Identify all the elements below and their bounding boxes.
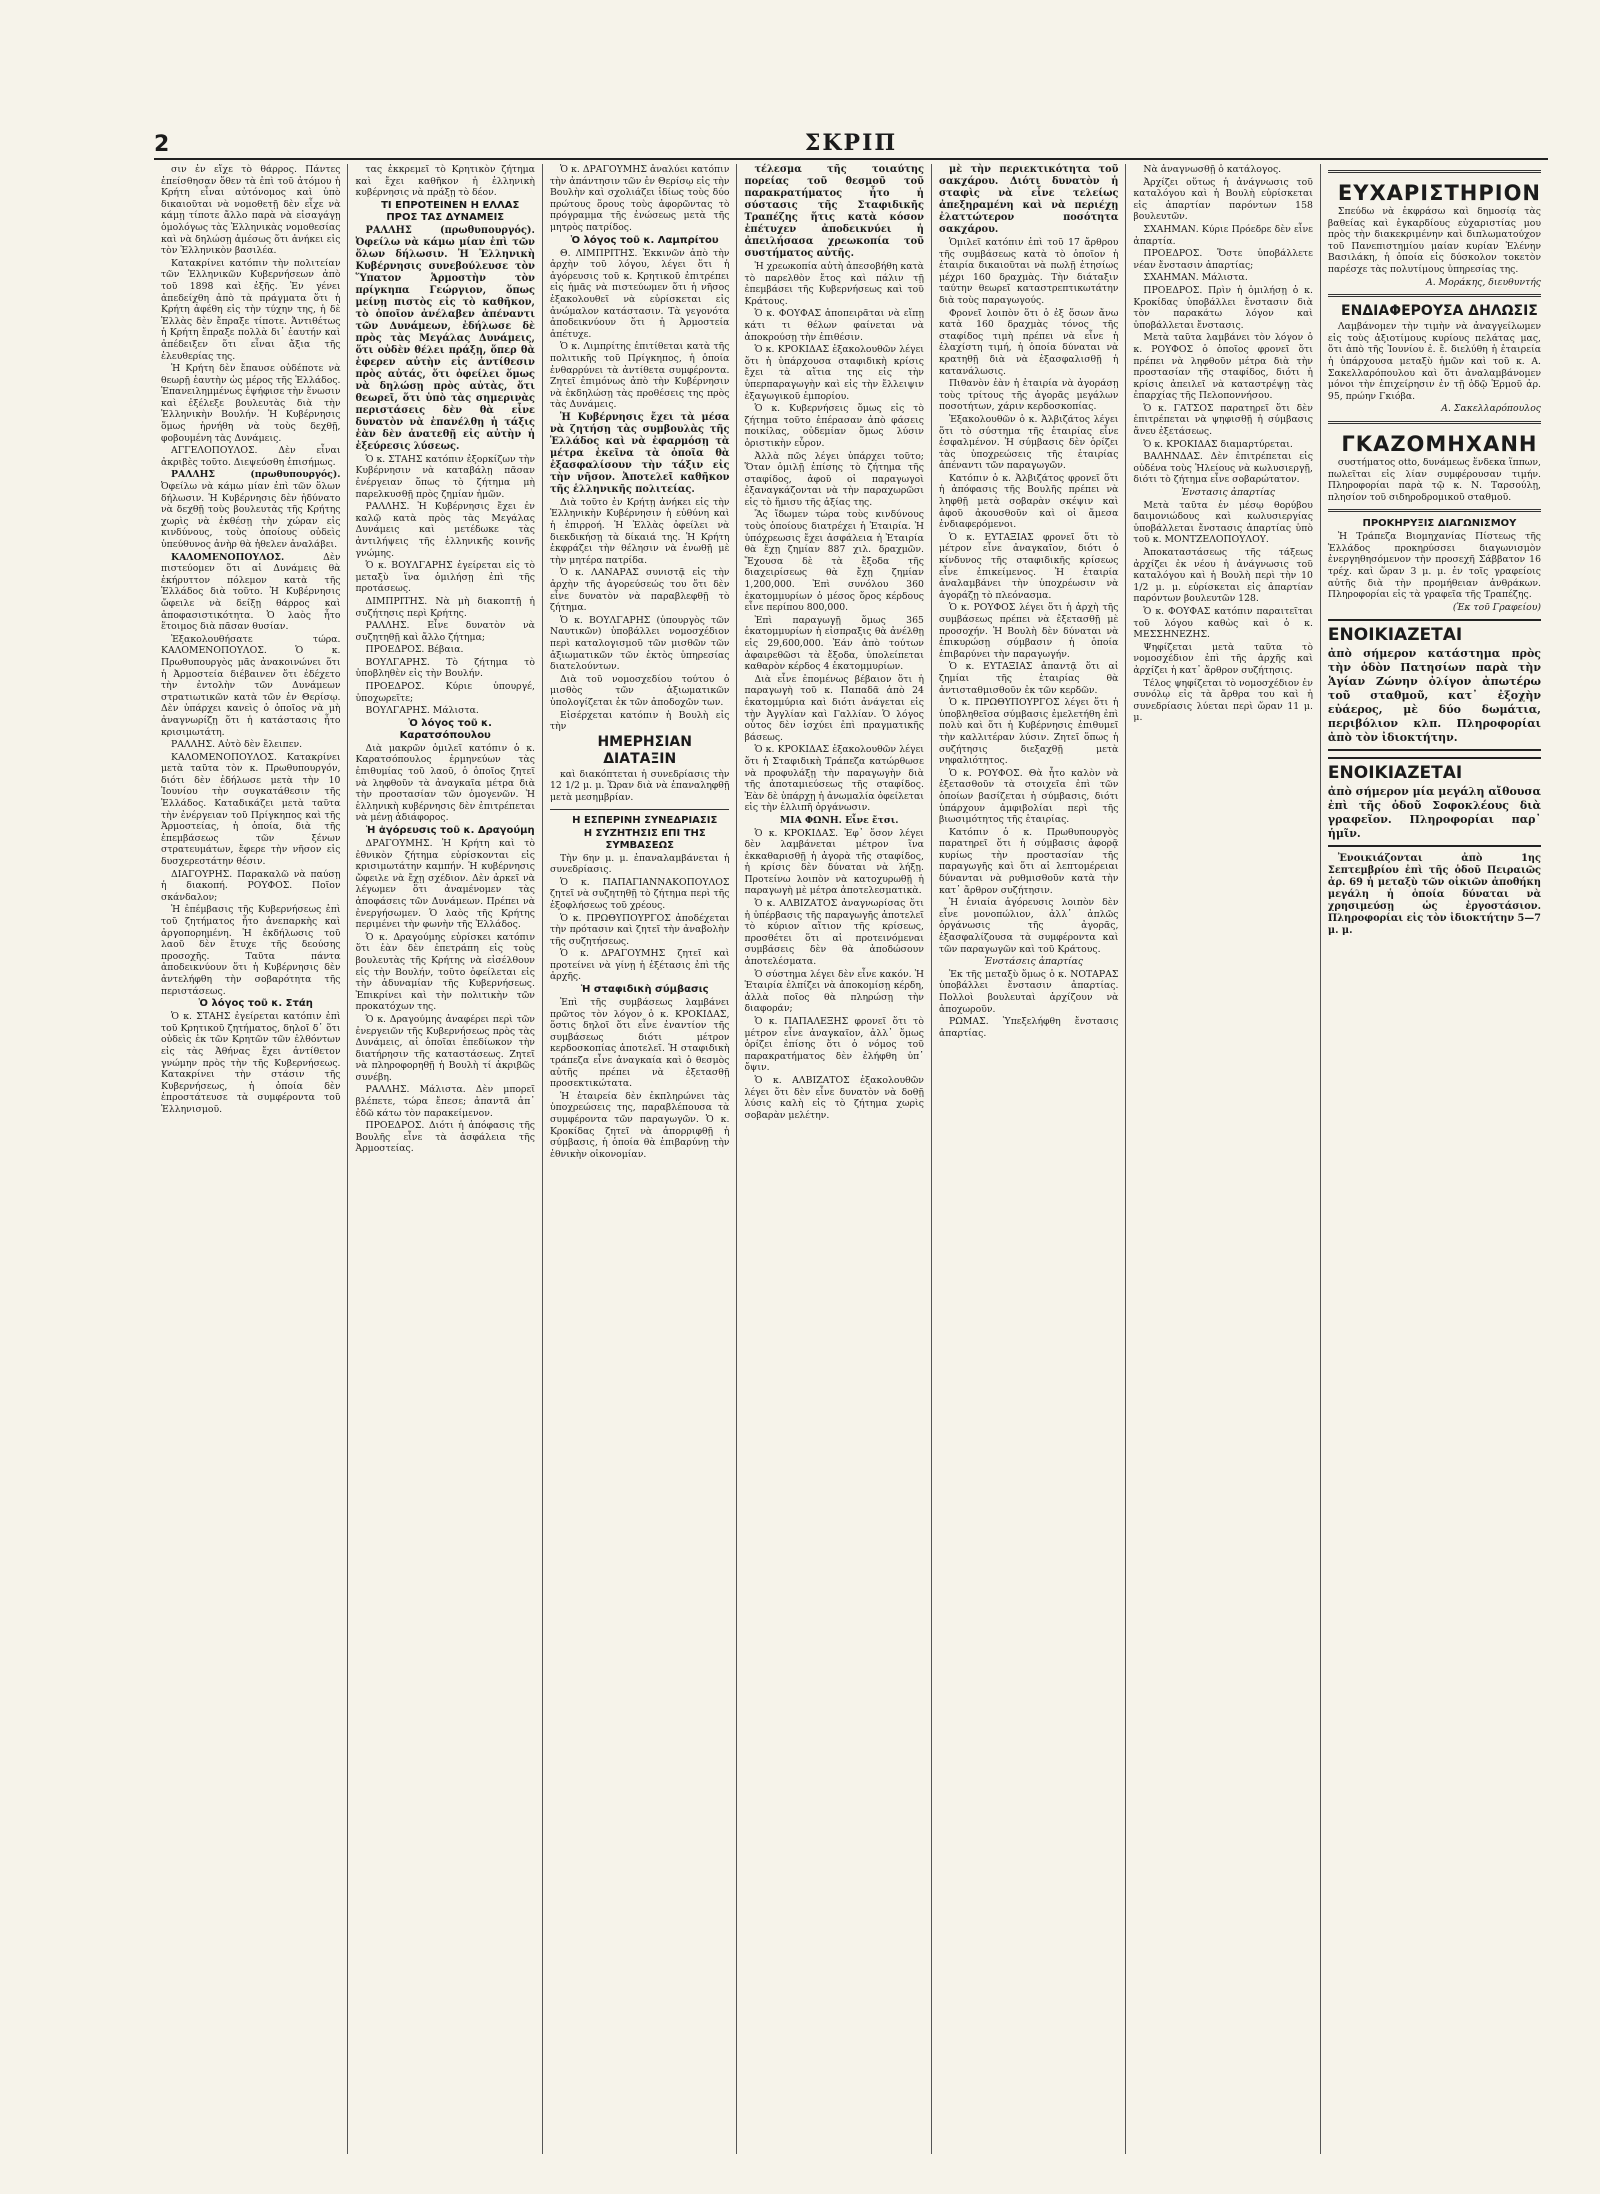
paragraph: ΠΡΟΕΔΡΟΣ. Κύριε ὑπουργέ, ὑποχωρεῖτε; [355,681,535,704]
paragraph: ΒΟΥΛΓΑΡΗΣ. Μάλιστα. [365,705,479,717]
section-headline: ΤΙ ΕΠΡΟΤΕΙΝΕΝ Η ΕΛΛΑΣ ΠΡΟΣ ΤΑΣ ΔΥΝΑΜΕΙΣ [381,199,520,223]
paragraph: Ὁ κ. ΚΡΟΚΙΔΑΣ ἐξακολουθῶν λέγει ὅτι ἡ Σταφιδικὴ Τράπεζα κατώρθωσε νὰ προφυλάξῃ τὴν παραγωγὴν διὰ τῆς ἀποταμιεύσεως τῆς σταφίδος. Ἐὰν δὲ ὑπάρχῃ ἡ ἀνωμαλία ὀφείλεται εἰς τὴν ἐλλιπῆ ὀργάνωσιν. [744,744,924,814]
column-5 [932,164,1126,2154]
paragraph: Ὁ σύστημα λέγει δὲν εἶνε κακόν. Ἡ Ἑταιρία ἐλπίζει νὰ ἀποκομίσῃ κέρδη, ἀλλὰ ποῖος θὰ πληρώσῃ τὴν διαφοράν; [744,968,924,1015]
paragraph: Ὁ κ. ΠΑΠΑΛΕΞΗΣ φρονεῖ ὅτι τὸ μέτρον εἶνε ἀναγκαῖον, ἀλλ᾽ ὅμως ὁρίζει ἐπίσης ὅτι ὁ νόμος τοῦ παρακρατήματος δὲν ἐλήφθη ὑπ᾽ ὄψιν. [744,1016,924,1074]
paragraph: Ὁ κ. ΠΑΠΑΓΙΑΝΝΑΚΟΠΟΥΛΟΣ ζητεῖ νὰ συζητηθῇ τὸ ζήτημα περὶ τῆς ἐξοφλήσεως τοῦ χρέους. [549,876,730,911]
divider [1328,170,1541,173]
speaker-name: ΡΑΛΛΗΣ (πρωθυπουργός). [171,469,341,481]
paragraph: Ὁ κ. ΡΟΥΦΟΣ λέγει ὅτι ἡ ἀρχὴ τῆς συμβάσεως πρέπει νὰ ἐξετασθῇ μὲ προσοχήν. Ἡ Βουλὴ δὲν δύναται νὰ ἐπικυρώσῃ σύμβασιν ἡ ὁποία ἐπιβαρύνει τὴν παραγωγήν. [938,602,1119,660]
columns [154,164,1548,2154]
paragraph: Ὁ κ. ΚΡΟΚΙΔΑΣ διαμαρτύρεται. [1143,438,1293,450]
paragraph: Ἀρχίζει οὕτως ἡ ἀνάγνωσις τοῦ καταλόγου καὶ ἡ Βουλὴ εὑρίσκεται εἰς ἀπαρτίαν παρόντων 158 βουλευτῶν. [1133,176,1313,223]
paragraph: Νὰ ἀναγνωσθῇ ὁ κατάλογος. [1143,164,1282,175]
ad-body: ἀπὸ σήμερον κατάστημα πρὸς τὴν ὁδὸν Πατησίων παρὰ τὴν Ἁγίαν Ζώνην ὀλίγον ἀπωτέρω τοῦ σταθμοῦ, κατ᾽ ἐξοχὴν εὐάερος, μὲ δύο δωμάτια, περιβόλιον κλπ. Πληροφορίαι ἀπὸ τὸν ἰδιοκτήτην. [1327,647,1541,745]
paragraph: ΒΑΛΗΝΔΑΣ. Δὲν ἐπιτρέπεται εἰς οὐδένα τοὺς Ἡλείους νὰ κωλυσιεργῇ, διότι τὸ ζήτημα εἶνε σοβαρώτατον. [1133,451,1313,486]
paper-name: ΣΚΡΙΠ [804,130,898,156]
paragraph: Ὁ κ. ΠΡΩΘΥΠΟΥΡΓΟΣ ἀποδέχεται τὴν πρότασιν καὶ ζητεῖ τὴν ἀναβολὴν τῆς συζητήσεως. [549,912,730,947]
paragraph: Ὁμιλεῖ κατόπιν ἐπὶ τοῦ 17 ἄρθρου τῆς συμβάσεως κατὰ τὸ ὁποῖον ἡ ἑταιρία δικαιοῦται νὰ πωλῇ ἐτησίως μέχρι 160 δραχμὰς. Τὴν διάταξιν ταύτην θεωρεῖ καταστρεπτικωτάτην διὰ τοὺς παραγωγούς. [938,237,1119,306]
paragraph: Ὁ κ. ΑΛΒΙΖΑΤΟΣ ἐξακολουθῶν λέγει ὅτι δὲν εἶνε δυνατὸν νὰ δοθῇ λύσις καλὴ εἰς τὸ ζήτημα χωρὶς σοβαρὰν μελέτην. [744,1074,924,1121]
paragraph [161,469,340,550]
paragraph: τας ἐκκρεμεῖ τὸ Κρητικὸν ζήτημα καὶ ἔχει καθῆκον ἡ ἑλληνικὴ κυβέρνησις νὰ πράξῃ τὸ δέον. [355,164,535,199]
paragraph: Ὁ κ. ΔΡΑΓΟΥΜΗΣ ζητεῖ καὶ προτείνει νὰ γίνῃ ἡ ἐξέτασις ἐπὶ τῆς ἀρχῆς. [549,948,730,983]
section-heading: Ἐνστασις ἀπαρτίας [1181,487,1276,499]
ad-headline: ΕΝΟΙΚΙΑΖΕΤΑΙ [1327,763,1463,784]
paragraph: Τέλος ψηφίζεται τὸ νομοσχέδιον ἐν συνόλῳ εἰς τὰ ἄρθρα του καὶ ἡ συνεδρίασις λύεται περὶ ὥραν 11 μ. μ. [1133,677,1313,724]
paragraph: σιν ἐν εἴχε τὸ θάρρος. Πάντες ἐπείσθησαν ὅθεν τὰ ἐπὶ τοῦ ἀτόμου ἡ Κρήτη εἶναι αὐτόνομος καὶ ὑπὸ δικαιοῦται νὰ νομοθετῇ δὲν εἶχε νὰ κάμῃ τίποτε ἄλλο παρὰ νὰ εἰσαγάγῃ ὁμολόγως τὰς Ἑλληνικὰς νομοθεσίας καὶ νὰ δηλώσῃ ἀμέσως ὅτι ἀνήκει εἰς τὸν Ἑλληνικὸν βασιλέα. [161,164,341,257]
debate-title: Η ΣΥΖΗΤΗΣΙΣ ΕΠΙ ΤΗΣ ΣΥΜΒΑΣΕΩΣ [583,827,706,851]
column-1 [154,164,348,2154]
paragraph: ΡΑΛΛΗΣ. Ἡ Κυβέρνησις ἔχει ἐν καλῷ κατὰ πρὸς τὰς Μεγάλας Δυνάμεις καὶ μετέδωκε τὰς ἀντιλήψεις τῆς ἑλληνικῆς κοινῆς γνώμης. [355,501,535,559]
paragraph: Ὁ κ. ΣΤΑΗΣ ἐγείρεται κατόπιν ἐπὶ τοῦ Κρητικοῦ ζητήματος, δηλοῖ δ᾽ ὅτι οὐδεὶς ἐκ τῶν Κρητῶν τῶν ἐλθόντων εἰς τὰς Ἀθήνας ἔχει ἀντίθετον γνώμην πρὸς τὴν τῆς Κυβερνήσεως. Κατακρίνει τὴν στάσιν τῆς Κυβερνήσεως, ἡ ὁποία δὲν ἐπροστάτευσε τὰ συμφέροντα τοῦ Ἑλληνισμοῦ. [161,1011,341,1115]
paragraph: Ἡ Κρήτη δὲν ἔπαυσε οὐδέποτε νὰ θεωρῇ ἑαυτὴν ὡς μέρος τῆς Ἑλλάδος. Ἐπανειλημμένως ἐψήφισε τὴν ἕνωσιν καὶ ἐξέλεξε βουλευτὰς διὰ τὴν Ἑλληνικὴν Βουλήν. Ἡ Κυβέρνησις ὅμως ἠρνήθη νὰ τοὺς δεχθῇ, φοβουμένη τὰς Δυνάμεις. [161,363,341,444]
paragraph: Ἡ Τράπεζα Βιομηχανίας Πίστεως τῆς Ἑλλάδος προκηρύσσει διαγωνισμὸν ἐνεργηθησόμενον τὴν προσεχῆ Σάββατον 16 τρέχ. καὶ ὥραν 3 μ. μ. ἐν τοῖς γραφείοις αὐτῆς διὰ τὴν προμήθειαν ἀνθράκων. Πληροφορίαι εἰς τὰ γραφεῖα τῆς Τραπέζης. [1327,531,1541,601]
engine-ad-title: ΓΚΑΖΟΜΗΧΑΝΗ [1341,431,1538,456]
divider [1328,294,1541,297]
paragraph: Ὁ κ. ΦΟΥΦΑΣ κατόπιν παραιτεῖται τοῦ λόγου καθὼς καὶ ὁ κ. ΜΕΣΣΗΝΕΖΗΣ. [1133,605,1313,641]
agenda-title: ΗΜΕΡΗΣΙΑΝ ΔΙΑΤΑΞΙΝ [597,733,692,767]
paragraph: ΠΡΟΕΔΡΟΣ. Πρὶν ἡ ὁμιλήσῃ ὁ κ. Κροκίδας ὑποβάλλει ἔνστασιν διὰ τὸν παρακάτω λόγον καὶ ὑποβάλλεται ἔνστασις. [1133,284,1313,331]
paragraph: Ὁ κ. Λιμπρίτης ἐπιτίθεται κατὰ τῆς πολιτικῆς τοῦ Πρίγκηπος, ἡ ὁποία ἐνθαρρύνει τὰ ἀντίθετα συμφέροντα. Ζητεῖ ἐπιμόνως ἀπὸ τὴν Κυβέρνησιν νὰ ἐκδηλώσῃ τὰς προθέσεις της πρὸς τὰς Δυνάμεις. [549,341,730,411]
paragraph: Διὰ τοῦ νομοσχεδίου τούτου ὁ μισθὸς τῶν ἀξιωματικῶν ὑπολογίζεται ἐκ τῶν ἀποδοχῶν των. [549,673,730,708]
paragraph: Ἀποκαταστάσεως τῆς τάξεως ἀρχίζει ἐκ νέου ἡ ἀνάγνωσις τοῦ καταλόγου καὶ ἡ Βουλὴ περὶ τὴν 10 1/2 μ. μ. εὑρίσκεται εἰς ἀπαρτίαν παρόντων βουλευτῶν 128. [1133,547,1313,605]
paragraph: καὶ διακόπτεται ἡ συνεδρίασις τὴν 12 1/2 μ. μ. Ὥραν διὰ νὰ ἐπαναληφθῇ μετὰ μεσημβρίαν. [549,768,730,803]
paragraph: τέλεσμα τῆς τοιαύτης πορείας τοῦ θεσμοῦ τοῦ παρακρατήματος ἦτο ἡ σύστασις τῆς Σταφιδικῆς Τραπέζης ἥτις κατὰ κόσον ἐπέτυχεν ἀποδεικνύει ἡ ἀπειλήσασα χρεωκοπία τοῦ συστήματος αὐτῆς. [744,164,924,259]
column-3 [543,164,737,2154]
paragraph: Ὁ κ. Κυβερνήσεις ὅμως εἰς τὸ ζήτημα τοῦτο ἐπέρασαν ἀπὸ φάσεις ποικίλας, οὐδεμίαν ὅμως λύσιν ὁριστικὴν εὗρον. [744,403,924,449]
ad-headline: ΕΝΟΙΚΙΑΖΕΤΑΙ [1327,625,1463,646]
speaker-name: ΚΑΛΟΜΕΝΟΠΟΥΛΟΣ. [171,551,285,563]
column-6 [1126,164,1321,2154]
paragraph [355,225,534,453]
paragraph: ΡΩΜΑΣ. Ὑπεξελήφθη ἔνστασις ἀπαρτίας. [938,1016,1119,1039]
paragraph: Διὰ μακρῶν ὁμιλεῖ κατόπιν ὁ κ. Καρατσόπουλος ἐρμηνεύων τὰς ἐπιθυμίας τοῦ λαοῦ, ὁ ὁποῖος ζητεῖ νὰ ληφθοῦν τὰ ἀναγκαῖα μέτρα διὰ τὴν προστασίαν τῶν ὁμογενῶν. Ἡ ἑλληνικὴ κυβέρνησις δὲν ἐπιτρέπεται νὰ μένῃ ἀδιάφορος. [355,742,535,824]
speaker-name: ΡΑΛΛΗΣ (πρωθυπουργός). [365,224,535,236]
paragraph: Ἡ ἐπέμβασις τῆς Κυβερνήσεως ἐπὶ τοῦ ζητήματος ἦτο ἀνεπαρκὴς καὶ ἀργοπορημένη. Ἡ ἐκδήλωσις τοῦ λαοῦ δὲν ἔτυχε τῆς δεούσης προσοχῆς. Ταῦτα πάντα ἀποδεικνύουν ὅτι ἡ Κυβέρνησις δὲν ἀντελήφθη τὴν σοβαρότητα τῆς περιστάσεως. [161,904,341,997]
paragraph: Ὁ κ. ΣΤΑΗΣ κατόπιν ἐξορκίζων τὴν Κυβέρνησιν νὰ καταβάλῃ πᾶσαν ἐνέργειαν ὅπως τὸ ζήτημα μὴ παρελκυσθῇ πρὸς ζημίαν ἡμῶν. [355,453,535,500]
paragraph: Ὁ κ. Δραγούμης ἀναφέρει περὶ τῶν ἐνεργειῶν τῆς Κυβερνήσεως πρὸς τὰς Δυνάμεις, αἱ ὁποῖαι ἐπεδίωκον τὴν διατήρησιν τῆς καταστάσεως. Ζητεῖ νὰ πληροφορηθῇ ἡ Βουλὴ τί ἀκριβῶς συνέβη. [355,1013,535,1083]
paragraph: Ὁ κ. ΚΡΟΚΙΔΑΣ ἐξακολουθῶν λέγει ὅτι ἡ ὑπάρχουσα σταφιδικὴ κρίσις ἔχει τὰ αἴτια της εἰς τὴν ὑπερπαραγωγὴν καὶ εἰς τὴν ἔλλειψιν ἐξαγωγικοῦ ἐμπορίου. [744,344,924,402]
speech-text: Ὀφείλω νὰ κάμω μίαν ἐπὶ τῶν ὅλων δήλωσιν. Ἡ Ἑλληνικὴ Κυβέρνησις συνεβούλευσε τὸν Ὕπατον Ἁρμοστὴν τὸν πρίγκηπα Γεώργιον, ὅπως μείνῃ πιστὸς εἰς τὸ καθῆκον, τὸ ὁποῖον ἀνέλαβεν ἀπέναντι τῶν Δυνάμεων, ἐδήλωσε δὲ πρὸς τὰς Μεγάλας Δυνάμεις, ὅτι οὐδὲν θέλει πράξῃ, ὅπερ θὰ ἐφερεν αὐτὴν εἰς ἀντίθεσιν πρὸς αὐτάς, ὅτι ὀφείλει ὅμως νὰ δηλώσῃ πρὸς αὐτὰς, ὅτι θεωρεῖ, ὅτι ὑπὸ τὰς σημερινὰς περιστάσεις δὲν θὰ εἶνε δυνατὸν νὰ ἐπανέλθῃ ἡ τάξις ἐὰν δὲν ἀνατεθῇ εἰς αὐτὴν ἡ ἐξεύρεσις λύσεως. [355,236,535,452]
signature: Α. Σακελλαρόπουλος [1441,403,1541,415]
paragraph: Ἡ ἑταιρεία δὲν ἐκπληρώνει τὰς ὑποχρεώσεις της, παραβλέπουσα τὰ συμφέροντα τῶν παραγωγῶν. Ὁ κ. Κροκίδας ζητεῖ νὰ ἀπορριφθῇ ἡ σύμβασις, ἡ ὁποία θὰ ἐπιβαρύνῃ τὴν ἐθνικὴν οἰκονομίαν. [549,1090,730,1160]
speech-text: Ὀφείλω νὰ κάμω μίαν ἐπὶ τῶν ὅλων δήλωσιν. Ἡ Κυβέρνησις δὲν ἠδύνατο νὰ δεχθῇ τοὺς βουλευτὰς τῆς Κρήτης χωρὶς νὰ ἐκθέσῃ τὴν χώραν εἰς κινδύνους, τοὺς ὁποίους οὐδεὶς ὑπεύθυνος ἀνὴρ θὰ ἠθελεν ἀναλάβει. [161,481,341,550]
paragraph: ΑΓΓΕΛΟΠΟΥΛΟΣ. Δὲν εἶναι ἀκριβὲς τοῦτο. Διεψεύσθη ἐπισήμως. [161,445,341,468]
paragraph: ΔΡΑΓΟΥΜΗΣ. Ἡ Κρήτη καὶ τὸ ἐθνικὸν ζήτημα εὑρίσκονται εἰς κρισιμωτάτην καμπήν. Ἡ κυβέρνησις ὤφειλε νὰ ἔχῃ σχέδιον. Δὲν ἀρκεῖ νὰ λέγωμεν ὅτι ἀναμένομεν τὰς ἀποφάσεις τῶν Δυνάμεων. Πρέπει νὰ ἐνεργήσωμεν. Ὁ λαὸς τῆς Κρήτης περιμένει τὴν φωνὴν τῆς Ἑλλάδος. [355,838,535,931]
paragraph: ΡΑΛΛΗΣ. Αὐτὸ δὲν ἔλειπεν. [171,739,303,751]
paragraph: Ὁ κ. ΔΡΑΓΟΥΜΗΣ ἀναλύει κατόπιν τὴν ἀπάντησιν τῶν ἐν Θερίσῳ εἰς τὴν Βουλὴν καὶ σχολιάζει ἰδίως τοὺς δύο πρώτους ὅρους τοὺς ἀφορῶντας τὸ πρόγραμμα τῆς ἑνώσεως μετὰ τῆς μητρὸς πατρίδος. [549,164,730,233]
paragraph: Ὁ κ. ΠΡΩΘΥΠΟΥΡΓΟΣ λέγει ὅτι ἡ ὑποβληθεῖσα σύμβασις ἐμελετήθη ἐπὶ πολὺ καὶ ὅτι ἡ Κυβέρνησις ἐπιθυμεῖ τὴν καλλιτέραν λύσιν. Ζητεῖ ὅπως ἡ συζήτησις διεξαχθῇ μετὰ νηφαλιότητος. [938,697,1119,767]
paragraph: ΡΑΛΛΗΣ. Εἶνε δυνατὸν νὰ συζητηθῇ καὶ ἄλλο ζήτημα; [355,620,535,643]
paragraph: Ὁ κ. Δραγούμης εὑρίσκει κατόπιν ὅτι ἐὰν δὲν ἐπετράπη εἰς τοὺς βουλευτὰς τῆς Κρήτης νὰ εἰσέλθουν εἰς τὴν Βουλήν, τοῦτο ὀφείλεται εἰς τὴν ἀδυναμίαν τῆς Κυβερνήσεως. Ἐπικρίνει καὶ τὴν πολιτικὴν τῶν προκατόχων της. [355,931,535,1013]
paragraph: Ὁ κ. ΕΥΤΑΞΙΑΣ ἀπαντᾷ ὅτι αἱ ζημίαι τῆς ἑταιρίας θὰ ἀντισταθμισθοῦν ἐκ τῶν κερδῶν. [938,661,1119,696]
paragraph: Σπεύδω νὰ ἐκφράσω καὶ δημοσίᾳ τὰς βαθείας καὶ ἐγκαρδίους εὐχαριστίας μου πρὸς τὴν διακεκριμένην καὶ διπλωματούχον τοῦ Πανεπιστημίου μαίαν κυρίαν Ἑλένην Βασιλάκη, ἡ ὁποία εἰς δύσκολον τοκετὸν παρέσχε τὰς πολυτίμους ὑπηρεσίας της. [1327,206,1541,275]
paragraph: Θ. ΛΙΜΠΡΙΤΗΣ. Ἐκκινῶν ἀπὸ τὴν ἀρχὴν τοῦ λόγου, λέγει ὅτι ἡ ἀγόρευσις τοῦ κ. Κρητικοῦ ἐπιτρέπει εἰς ἡμᾶς νὰ πιστεύωμεν ὅτι ἡ νῆσος ἐξακολουθεῖ νὰ εὑρίσκεται εἰς ἀνώμαλον κατάστασιν. Τὰ γεγονότα ἀποδεικνύουν ὅτι ἡ Ἀρμοστεία ἀπέτυχε. [549,247,730,340]
paragraph: ΠΡΟΕΔΡΟΣ. Διότι ἡ ἀπόφασις τῆς Βουλῆς εἶνε τὰ ἀσφάλεια τῆς Ἀρμοστείας. [355,1120,535,1155]
paragraph: ΒΟΥΛΓΑΡΗΣ. Τὸ ζήτημα τὸ ὑποβληθὲν εἰς τὴν Βουλήν. [355,656,535,680]
paragraph: Κατακρίνει κατόπιν τὴν πολιτείαν τῶν Ἑλληνικῶν Κυβερνήσεων ἀπὸ τοῦ 1898 καὶ ἐξῆς. Ἐν γένει ἀπεδείχθη ἀπὸ τὰ πράγματα ὅτι ἡ Κρήτη ἀφέθη εἰς τὴν τύχην της, ἡ δὲ Ἑλλὰς δὲν ἔπραξε τίποτε. Ἀντιθέτως ἡ Κρήτη ἔπραξε πολλὰ δι᾽ ἑαυτήν καὶ ἀπέδειξεν ὅτι εἶναι ἄξια τῆς ἐλευθερίας της. [161,257,341,362]
tender-title: ΠΡΟΚΗΡΥΞΙΣ ΔΙΑΓΩΝΙΣΜΟΥ [1362,518,1517,530]
section-heading: Ὁ λόγος τοῦ κ. Καρατσόπουλου [399,717,492,741]
column-4 [737,164,931,2154]
paragraph: Ἡ ἑνιαία ἀγόρευσις λοιπὸν δὲν εἶνε μονοπώλιον, ἀλλ᾽ ἀπλῶς ὀργάνωσις τῆς ἀγορᾶς, ἐξασφαλίζουσα τὰ συμφέροντα καὶ τῶν παραγωγῶν καὶ τοῦ Κράτους. [938,897,1119,955]
paragraph: ΔΙΜΠΡΙΤΗΣ. Νὰ μὴ διακοπτῇ ἡ συζήτησις περὶ Κρήτης. [355,595,535,619]
paragraph: Λαμβάνομεν τὴν τιμὴν νὰ ἀναγγείλωμεν εἰς τοὺς ἀξιοτίμους κυρίους πελάτας μας, ὅτι ἀπὸ τῆς Ἰουνίου ἐ. ἔ. διελύθη ἡ ἑταιρεία ἡ ὑπάρχουσα μεταξὺ ἡμῶν καὶ τοῦ κ. Α. Σακελλαρόπουλου καὶ ὅτι ἀναλαμβάνομεν μόνοι τὴν ἐπιχείρησιν ἐν τῇ ὁδῷ Ἑρμοῦ ἀρ. 95, πρώην Γκιόβα. [1327,321,1541,402]
paragraph: Ἡ χρεωκοπία αὐτὴ ἀπεσοβήθη κατὰ τὸ παρελθὸν ἔτος καὶ πάλιν τῇ ἐπεμβάσει τῆς Κυβερνήσεως καὶ τοῦ Κράτους. [744,261,924,307]
paragraph: Μετὰ ταῦτα λαμβάνει τὸν λόγον ὁ κ. ΡΟΥΦΟΣ ὁ ὁποῖος φρονεῖ ὅτι πρέπει νὰ ληφθοῦν μέτρα διὰ τὴν προστασίαν τῆς σταφίδος, διότι ἡ κρίσις ἀπειλεῖ νὰ καταστρέψῃ τὰς ἐπαρχίας τῆς Πελοποννήσου. [1133,332,1313,402]
column-2 [348,164,542,2154]
paragraph: Διὰ εἶνε ἐπομένως βέβαιον ὅτι ἡ παραγωγὴ τοῦ κ. Παπαδᾶ ἀπὸ 24 ἑκατομμύρια καὶ διότι ἀνάγεται εἰς τὴν Ἀγγλίαν καὶ Γαλλίαν. Ὁ λόγος οὗτος δὲν ἰσχύει ἐπὶ πραγματικῆς βάσεως. [744,673,924,743]
divider [1328,509,1541,512]
paragraph: Ψηφίζεται μετὰ ταῦτα τὸ νομοσχέδιον ἐπὶ τῆς ἀρχῆς καὶ ἀρχίζει ἡ κατ᾽ ἄρθρον συζήτησις. [1133,641,1313,676]
paragraph: ΣΧΑΗΜΑΝ. Μάλιστα. [1143,272,1248,284]
thanks-title: ΕΥΧΑΡΙΣΤΗΡΙΟΝ [1337,181,1541,205]
signature: (Ἐκ τοῦ Γραφείου) [1452,601,1541,613]
paragraph: Μετὰ ταῦτα ἐν μέσῳ θορύβου δαιμονιώδους καὶ κωλυσιεργίας ὑποβάλλεται ἔνστασις ἀπαρτίας ὑπὸ τοῦ κ. ΜΟΝΤΖΕΛΟΠΟΥΛΟΥ. [1133,499,1313,546]
paragraph: μὲ τὴν περιεκτικότητα τοῦ σακχάρου. Διότι δυνατὸν ἡ σταφὶς νὰ εἶνε τελείως ἀπεξηραμένη καὶ νὰ περιέχῃ ἐλαττώτερον ποσότητα σακχάρου. [938,164,1119,235]
paragraph: Ἡ Κυβέρνησις ἔχει τὰ μέσα νὰ ζητήσῃ τὰς συμβουλὰς τῆς Ἑλλάδος καὶ νὰ ἐφαρμόσῃ τὰ μέτρα ἐκεῖνα τὰ ὁποῖα θὰ ἐξασφαλίσουν τὴν τάξιν εἰς τὴν νῆσον. Ἀποτελεῖ καθῆκον τῆς ἑλληνικῆς πολιτείας. [549,411,730,495]
paragraph: Ἐπὶ τῆς συμβάσεως λαμβάνει πρῶτος τὸν λόγον ὁ κ. ΚΡΟΚΙΔΑΣ, ὅστις δηλοῖ ὅτι εἶνε ἐναντίον τῆς συμβάσεως διότι μέτρον κερδοσκοπίας ἀποτελεῖ. Ἡ σταφιδικὴ τράπεζα εἶνε ἀναγκαία καὶ ὁ θεσμὸς αὐτῆς πρέπει νὰ ἐξετασθῇ προσεκτικώτατα. [549,997,730,1090]
paragraph: Φρονεῖ λοιπὸν ὅτι ὁ ἐξ ὅσων ἄνω κατὰ 160 δραχμὰς τόνος τῆς σταφίδος τιμὴ πρέπει νὰ εἶνε ἡ ἐλαχίστη τιμή, ἡ ὁποία δύναται νὰ κρατηθῇ διὰ νὰ ἐξασφαλισθῇ ἡ κατανάλωσις. [938,307,1119,377]
paragraph: Ἐπὶ παραγωγῇ ὅμως 365 ἑκατομμυρίων ἡ εἰσπραξις θὰ ἀνέλθῃ εἰς 29,600,000. Ἐάν ἀπὸ τούτων ἀφαιρεθῶσι τὰ ἔξοδα, ὑπολείπεται καθαρὸν κέρδος 4 ἑκατομμυρίων. [744,614,924,673]
paragraph: Ὁ κ. ΕΥΤΑΞΙΑΣ φρονεῖ ὅτι τὸ μέτρον εἶνε ἀναγκαῖον, διότι ὁ κίνδυνος τῆς σταφιδικῆς κρίσεως εἶνε ἐπικείμενος. Ἡ ἑταιρία ἀναλαμβάνει τὴν ὑποχρέωσιν νὰ ἀγοράζῃ τὸ πλεόνασμα. [938,531,1119,601]
masthead [154,128,1548,160]
paragraph: Κατόπιν ὁ κ. Πρωθυπουργὸς παρατηρεῖ ὅτι ἡ σύμβασις ἀφορᾷ κυρίως τὴν προστασίαν τῆς παραγωγῆς καὶ ὅτι αἱ λεπτομέρειαι δύνανται νὰ ρυθμισθοῦν κατὰ τὴν κατ᾽ ἄρθρον συζήτησιν. [938,826,1119,896]
paragraph: Ὁ κ. ΓΑΤΣΟΣ παρατηρεῖ ὅτι δὲν ἐπιτρέπεται νὰ ψηφισθῇ ἡ σύμβασις ἄνευ ἐξετάσεως. [1133,402,1313,438]
paragraph: Ἀλλὰ πῶς λέγει ὑπάρχει τοῦτο; Ὅταν ὁμιλῇ ἐπίσης τὸ ζήτημα τῆς σταφίδος, ἀφοῦ οἱ παραγωγοὶ ἐξαναγκάζονται νὰ τὴν παραχωρῶσι εἰς τὸ ἥμισυ τῆς ἀξίας της. [744,450,924,508]
paragraph: Ὁ κ. ΡΟΥΦΟΣ. Θὰ ἦτο καλὸν νὰ ἐξετασθοῦν τὰ στοιχεῖα ἐπὶ τῶν ὁποίων βασίζεται ἡ σύμβασις, διότι ὑπάρχουν ἀμφιβολίαι περὶ τῆς βιωσιμότητος τῆς ἑταιρίας. [938,767,1119,826]
paragraph: ΠΡΟΕΔΡΟΣ. Ὅστε ὑποβάλλετε νέαν ἔνστασιν ἀπαρτίας; [1133,248,1313,271]
paragraph: Τὴν 6ην μ. μ. ἐπαναλαμβάνεται ἡ συνεδρίασις. [549,852,730,876]
evening-session-title: Η ΕΣΠΕΡΙΝΗ ΣΥΝΕΔΡΙΑΣΙΣ [572,814,718,826]
paragraph: Ὁ κ. ΑΛΒΙΖΑΤΟΣ ἀναγνωρίσας ὅτι ἡ ὑπέρβασις τῆς παραγωγῆς ἀποτελεῖ τὸ κύριον αἴτιον τῆς κρίσεως, προσθέτει ὅτι αἱ προτεινόμεναι συμβάσεις δὲν θὰ ἀποδώσουν ἀποτελέσματα. [744,898,924,968]
paragraph: Ἂς ἴδωμεν τώρα τοὺς κινδύνους τοὺς ὁποίους διατρέχει ἡ Ἑταιρία. Ἡ ὑπόχρεωσις ἔχει ἀσφάλεια ἡ Ἑταιρία θὰ ἔχῃ ζημίαν 887 χιλ. δραχμῶν. Ἔχουσα δὲ τὰ ἔξοδα τῆς διαχειρίσεως θὰ ἔχῃ ζημίαν 1,200,000. Ἐπὶ συνόλου 360 ἑκατομμυρίων ὁ μέσος ὅρος κέρδους εἶνε περίπου 800,000. [744,509,924,614]
speech-text: Δὲν πιστεύομεν ὅτι αἱ Δυνάμεις θὰ ἐκήρυττον πόλεμον κατὰ τῆς Ἑλλάδος διὰ τοῦτο. Ἡ Κυβέρνησις ὤφειλε νὰ δείξῃ θάρρος καὶ ἀποφασιστικότητα. Ὁ λαὸς ἦτο ἕτοιμος διὰ πᾶσαν θυσίαν. [161,551,341,633]
paragraph: Ἐξακολουθήσατε τώρα. ΚΑΛΟΜΕΝΟΠΟΥΛΟΣ. Ὁ κ. Πρωθυπουργὸς μᾶς ἀνακοινώνει ὅτι ἡ Ἀρμοστεία διέβαινεν ὅτι ἐδέχετο τὴν ἐντολὴν τῶν Δυνάμεων στρατιωτικῶν κατὰ τῶν ἐν Θερίσῳ. Δὲν ὑπάρχει κανεὶς ὁ ὁποῖος νὰ μὴ ἀναγνωρίζῃ ὅτι ἡ κατάστασις ἦτο κρισιμωτάτη. [161,633,341,738]
section-heading: Ἡ ἀγόρευσις τοῦ κ. Δραγούμη [365,825,535,836]
interjection: ΜΙΑ ΦΩΝΗ. Εἶνε ἔτσι. [779,814,899,826]
section-heading: Ὁ λόγος τοῦ κ. Λαμπρίτου [570,234,719,246]
paragraph: Ἐνοικιάζονται ἀπὸ 1ης Σεπτεμβρίου ἐπὶ τῆς ὁδοῦ Πειραιῶς ἀρ. 69 ἡ μεταξὺ τῶν οἰκιῶν ἀποθήκη μεγάλη ἡ ὁποία δύναται νὰ χρησιμεύσῃ ὡς ἐργοστάσιον. Πληροφορίαι εἰς τὸν ἰδιοκτήτην 5—7 μ. μ. [1327,853,1541,937]
notice-title: ΕΝΔΙΑΦΕΡΟΥΣΑ ΔΗΛΩΣΙΣ [1341,303,1538,320]
paragraph: Ἐκ τῆς μεταξὺ ὅμως ὁ κ. ΝΟΤΑΡΑΣ ὑποβάλλει ἔνστασιν ἀπαρτίας. Πολλοὶ βουλευταὶ ἀρχίζουν νὰ ἀποχωροῦν. [938,968,1119,1015]
paragraph: ΔΙΑΓΟΥΡΗΣ. Παρακαλῶ νὰ παύσῃ ἡ διακοπή. ΡΟΥΦΟΣ. Ποῖον σκάνδαλον; [161,868,341,903]
paragraph: ΡΑΛΛΗΣ. Μάλιστα. Δὲν μπορεῖ βλέπετε, τώρα ἔπεσε; ἀπαντᾶ ἀπ᾽ ἐδῶ κάτω τὸν παρακείμενον. [355,1084,535,1119]
classified-ad [1328,757,1541,847]
paragraph: Διὰ τοῦτο ἐν Κρήτῃ ἀνήκει εἰς τὴν Ἑλληνικὴν Κυβέρνησιν ἡ εὐθύνη καὶ ἡ ἐπιρροή. Ἡ Ἑλλὰς ὀφείλει νὰ διεκδικήσῃ τὰ δίκαιά της. Ἡ Κρήτη ἐκφράζει τὴν θέλησιν νὰ ἑνωθῇ μὲ τὴν μητέρα πατρίδα. [549,496,730,566]
section-heading: Ὁ λόγος τοῦ κ. Στάη [198,998,313,1010]
paragraph: Εἰσέρχεται κατόπιν ἡ Βουλὴ εἰς τὴν [549,709,730,733]
paragraph: Κατόπιν ὁ κ. Ἀλβιζάτος φρονεῖ ὅτι ἡ ἀπόφασις τῆς Βουλῆς πρέπει νὰ ληφθῇ μετὰ σοβαρὰν σκέψιν καὶ ἀφοῦ ἀκουσθοῦν καὶ οἱ ἄμεσα ἐνδιαφερόμενοι. [938,472,1119,531]
paragraph: Ὁ κ. ΒΟΥΛΓΑΡΗΣ ἐγείρεται εἰς τὸ μεταξὺ ἵνα ὁμιλήσῃ ἐπὶ τῆς προτάσεως. [355,560,535,595]
paragraph: Ὁ κ. ΦΟΥΦΑΣ ἀποπειρᾶται νὰ εἴπῃ κάτι τι θέλων φαίνεται νὰ ἀποκρούσῃ τὴν ἐπιθέσιν. [744,308,924,343]
section-heading: Ἐνστάσεις ἀπαρτίας [984,956,1084,968]
classified-ad [1328,619,1541,751]
paragraph: ΣΧΑΗΜΑΝ. Κύριε Πρόεδρε δὲν εἶνε ἀπαρτία. [1133,223,1313,247]
ad-body: ἀπὸ σήμερον μία μεγάλη αἴθουσα ἐπὶ τῆς ὁδοῦ Σοφοκλέους διὰ γραφεῖον. Πληροφορίαι παρ᾽ ἡμῖν. [1327,785,1541,841]
page-number: 2 [154,132,170,157]
paragraph: Ὁ κ. ΛΑΝΑΡΑΣ συνιστᾷ εἰς τὴν ἀρχὴν τῆς ἀγορεύσεώς του ὅτι δὲν εἶνε δυνατὸν νὰ παραβλεφθῇ τὸ ζήτημα. [549,567,730,614]
column-7 [1321,164,1548,2154]
paragraph: συστήματος otto, δυνάμεως ἕνδεκα ἵππων, πωλεῖται εἰς λίαν συμφέρουσαν τιμήν. Πληροφορίαι παρὰ τῷ κ. Ν. Ταρσούλῃ, πλησίον τοῦ σιδηροδρομικοῦ σταθμοῦ. [1327,456,1541,503]
paragraph: Ὁ κ. ΚΡΟΚΙΔΑΣ. Ἐφ᾽ ὅσον λέγει δὲν λαμβάνεται μέτρον ἵνα ἐκκαθαρισθῇ ἡ ἀγορὰ τῆς σταφίδος, ἡ κρίσις δὲν δύναται νὰ λήξῃ. Προτείνω λοιπὸν νὰ κατοχυρωθῇ ἡ παραγωγὴ μὲ μέτρα ἀποτελεσματικὰ. [744,827,924,897]
paragraph: ΚΑΛΟΜΕΝΟΠΟΥΛΟΣ. Κατακρίνει μετὰ ταῦτα τὸν κ. Πρωθυπουργόν, διότι δὲν ἐδήλωσε μετὰ τὴν 10 Ἰουνίου τὴν συγκατάθεσιν τῆς Ἑλλάδος. Καταδικάζει μετὰ ταῦτα τὴν ἐνέργειαν τοῦ Πρίγκηπος καὶ τῆς Ἀρμοστείας, ἡ ὁποία, διὰ τῆς ἐπεμβάσεως τῶν ξένων στρατευμάτων, ἔφερε τὴν νῆσον εἰς δυσχερεστάτην θέσιν. [161,751,341,868]
paragraph: Ὁ κ. ΒΟΥΛΓΑΡΗΣ (ὑπουργὸς τῶν Ναυτικῶν) ὑποβάλλει νομοσχέδιον περὶ καταλογισμοῦ τῶν μισθῶν τῶν ἀξιωματικῶν τῶν ἐκτὸς ὑπηρεσίας διατελούντων. [549,614,730,673]
paragraph: ΠΡΟΕΔΡΟΣ. Βέβαια. [365,644,464,656]
signature: Α. Μοράκης, διευθυντής [1426,276,1541,288]
paragraph: Ἐξακολουθῶν ὁ κ. Ἀλβιζάτος λέγει ὅτι τὸ σύστημα τῆς ἑταιρίας εἶνε ἐσφαλμένον. Ἡ σύμβασις δὲν ὁρίζει τὰς ὑποχρεώσεις τῆς ἑταιρίας ἀπέναντι τῶν παραγωγῶν. [938,413,1119,472]
paragraph [161,552,340,633]
divider [1328,421,1541,424]
paragraph: Πιθανὸν ἐὰν ἡ ἑταιρία νὰ ἀγοράσῃ τοὺς τρίτους τῆς ἀγορᾶς μεγάλων ποσοτήτων, χάριν κερδοσκοπίας. [938,378,1119,413]
section-heading: Ἡ σταφιδικὴ σύμβασις [580,984,709,996]
divider [550,809,729,810]
